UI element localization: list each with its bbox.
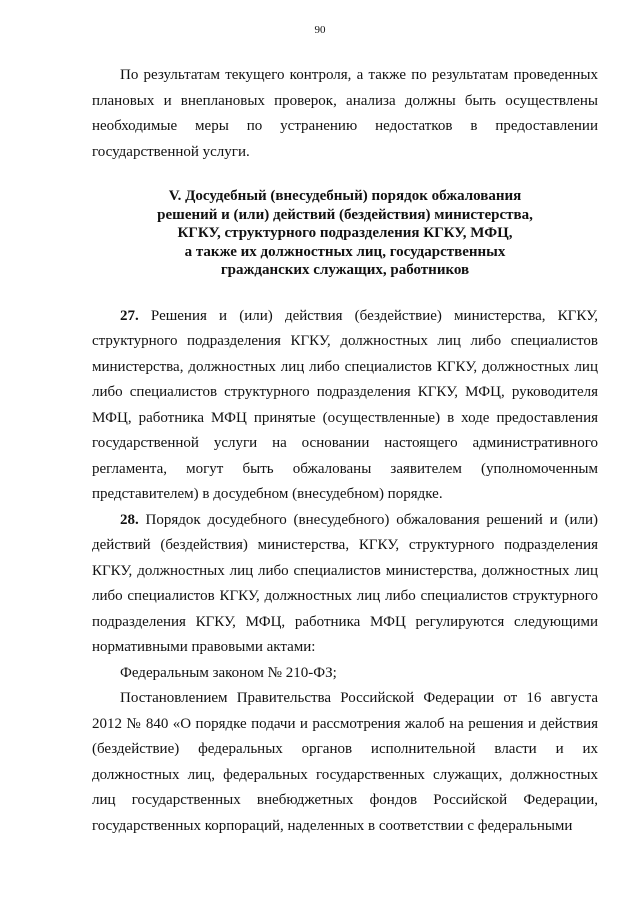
clause-28-text: Порядок досудебного (внесудебного) обжалования решений и (или) действий (бездействия) министерства, КГКУ, структурного подразделения КГКУ, должностных лиц либо специалистов министерства, должностных лиц либо специалистов КГКУ, должностных лиц либо специалистов структурного подразделения КГКУ, МФЦ, работника МФЦ регулируются следующими нормативными правовыми актами:	[92, 511, 598, 655]
section-heading-line: гражданских служащих, работников	[220, 262, 470, 278]
clause-28-number: 28.	[120, 511, 139, 528]
law-item-federal-law: Федеральным законом № 210-ФЗ;	[120, 664, 337, 681]
clause-27-text: Решения и (или) действия (бездействие) министерства, КГКУ, структурного подразделения КГКУ, должностных лиц либо специалистов министерства, должностных лиц либо специалистов КГКУ, должностных лиц либо специалистов структурного подразделения КГКУ, МФЦ, руководителя МФЦ, работника МФЦ принятые (осуществленные) в ходе предоставления государственной услуги на основании настоящего административного регламента, могут быть обжалованы заявителем (уполномоченным представителем) в досудебном (внесудебном) порядке.	[92, 307, 598, 502]
law-item-government-resolution: Постановлением Правительства Российской Федерации от 16 августа 2012 № 840 «О порядке подачи и рассмотрения жалоб на решения и действия (бездействие) федеральных органов исполнительной власти и их должностных лиц, федеральных государственных служащих, должностных лиц государственных внебюджетных фондов Российской Федерации, государственных корпораций, наделенных в соответствии с федеральными	[92, 690, 598, 834]
document-body	[92, 63, 598, 839]
section-heading-line: КГКУ, структурного подразделения КГКУ, МФЦ,	[177, 225, 513, 241]
page-number: 90	[314, 24, 326, 36]
section-heading	[92, 187, 598, 280]
intro-paragraph: По результатам текущего контроля, а также по результатам проведенных плановых и внеплановых проверок, анализа должны быть осуществлены необходимые меры по устранению недостатков в предоставлении государственной услуги.	[92, 67, 598, 160]
clause-28	[92, 508, 598, 661]
section-heading-line: решений и (или) действий (бездействия) министерства,	[157, 206, 533, 223]
section-heading-line: а также их должностных лиц, государственных	[184, 243, 506, 260]
clause-27-number: 27.	[120, 307, 139, 324]
clause-27	[92, 304, 598, 508]
section-heading-line: V. Досудебный (внесудебный) порядок обжалования	[168, 188, 522, 204]
